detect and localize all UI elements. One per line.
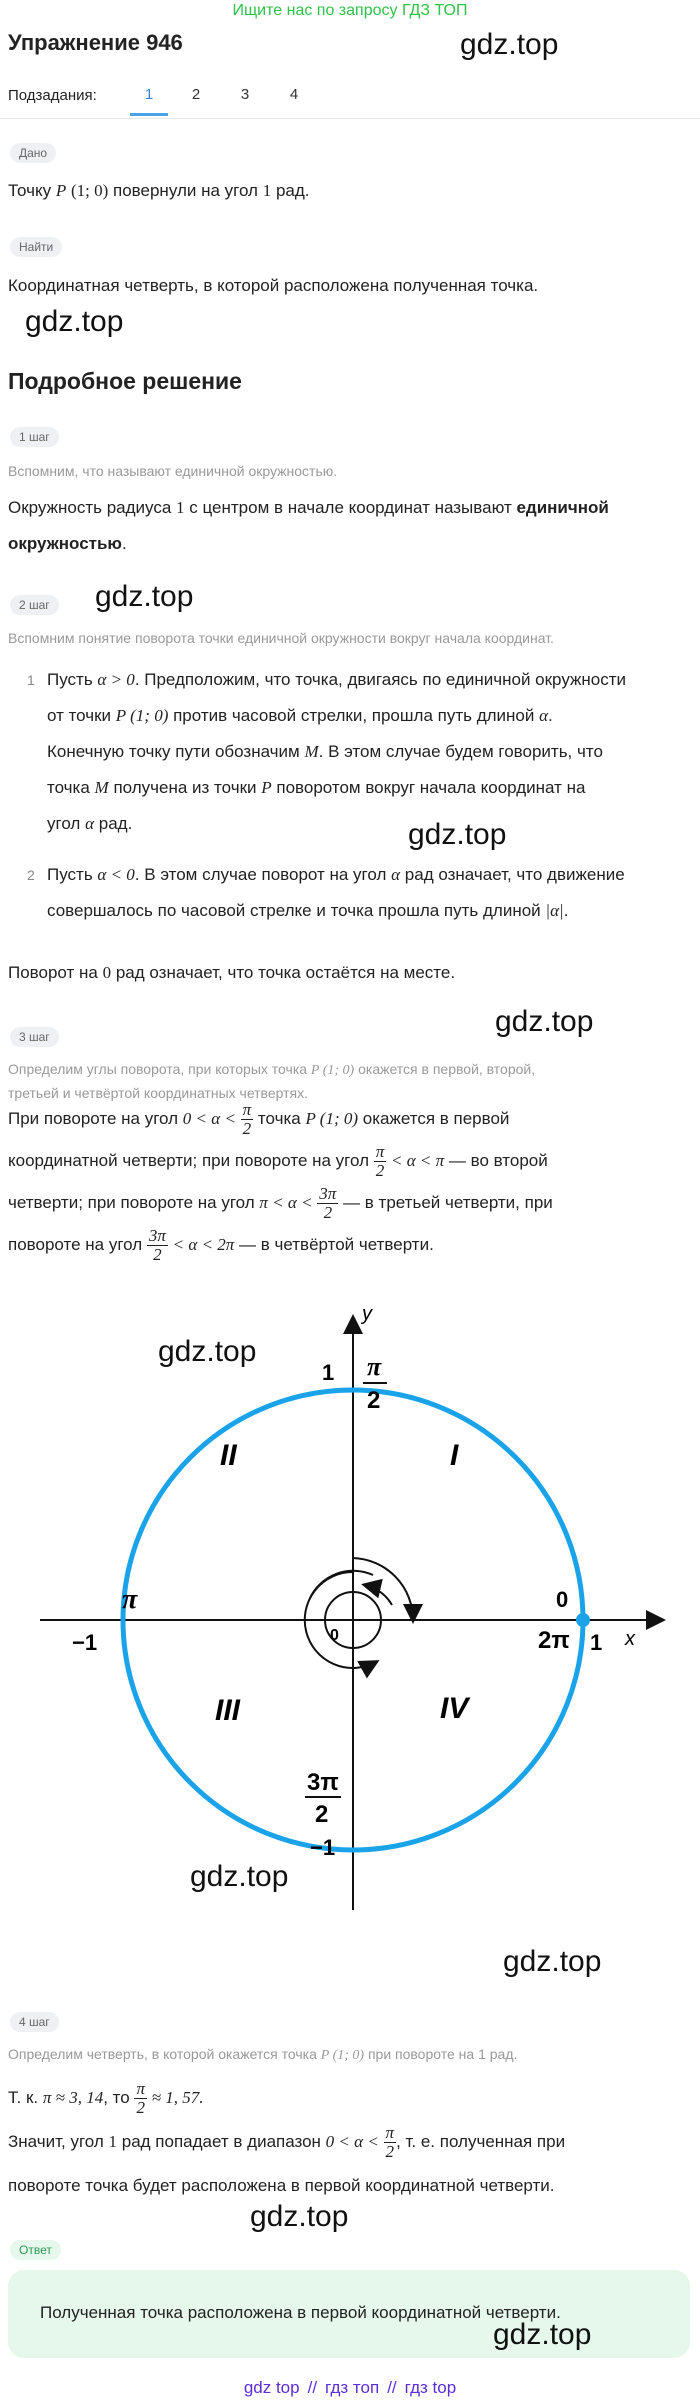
solution-title: Подробное решение	[8, 368, 242, 394]
y-axis-label: y	[362, 1303, 372, 1325]
quadrant-4-label: IV	[440, 1692, 469, 1725]
watermark: gdz.top	[158, 1335, 257, 1368]
watermark: gdz.top	[495, 1005, 594, 1038]
find-text: Координатная четверть, в которой расположена полученная точка.	[8, 276, 539, 295]
y-bottom-label: −1	[310, 1835, 336, 1860]
answer-badge: Ответ	[10, 2240, 61, 2260]
footer-link-gdz-top[interactable]: gdz top	[243, 2378, 300, 2397]
footer-link-gdz-top-ru[interactable]: гдз топ	[325, 2378, 380, 2397]
x-left-label: −1	[72, 1630, 98, 1655]
y-top-label: 1	[322, 1360, 335, 1385]
step1-text: Окружность радиуса 1 с центром в начале координат называют единичной окружностью.	[8, 498, 609, 553]
watermark: gdz.top	[503, 1945, 602, 1978]
step4-text: Т. к. π ≈ 3, 14, то $\frac{\pi}{2}$ ≈ 1, 57. Значит, угол 1 рад попадает в диапазон 0 < α < $\frac{\pi}{2}$ , т. е. полученная при повороте точка будет расположена в первой координатной четверти.	[8, 2079, 566, 2195]
point-p	[576, 1613, 590, 1627]
answer-text: Полученная точка расположена в первой координатной четверти.	[40, 2303, 561, 2322]
divider	[0, 118, 700, 119]
pi-label: π	[122, 1584, 138, 1615]
footer-separator: //	[387, 2378, 397, 2397]
pi-half-top: π	[367, 1352, 382, 1381]
footer-separator: //	[307, 2378, 318, 2397]
x-axis-label: x	[625, 1628, 635, 1650]
step1-badge: 1 шаг	[10, 427, 59, 447]
footer-link-gdz-top-mixed[interactable]: гдз top	[404, 2378, 457, 2397]
watermark: gdz.top	[190, 1860, 289, 1893]
step3-badge: 3 шаг	[10, 1027, 59, 1047]
list-number: 2	[27, 867, 35, 883]
two-pi-label: 2π	[538, 1627, 570, 1654]
step2-badge: 2 шаг	[10, 595, 59, 615]
quadrant-1-label: I	[450, 1439, 459, 1472]
x-right-label: 1	[590, 1630, 603, 1655]
three-pi-half-bot: 2	[315, 1801, 329, 1828]
find-badge: Найти	[10, 237, 62, 257]
step4-badge: 4 шаг	[10, 2012, 59, 2032]
step2-item2: Пусть α < 0. В этом случае поворот на угол α рад означает, что движение совершалось по часовой стрелке и точка прошла путь длиной |α|.	[47, 865, 625, 920]
step3-hint: Определим углы поворота, при которых точка P (1; 0) окажется в первой, второй, третьей и четвёртой координатных четвертях.	[8, 1061, 536, 1101]
step3-text: При повороте на угол 0 < α < $\frac{\pi}{2}$ точка P (1; 0) окажется в первой координатной четверти; при повороте на угол $\frac{\pi}{2}$ < α < π — во второй четверти; при повороте на угол π < α < $\frac{3\pi}{2}$ — в третьей четверти, при повороте на угол $\frac{3\pi}{2}$ < α < 2π — в четвёртой четверти.	[8, 1100, 553, 1265]
zero-rotation-text: Поворот на 0 рад означает, что точка остаётся на месте.	[8, 963, 456, 982]
active-tab-indicator	[130, 113, 168, 116]
tab-subtask-4[interactable]: 4	[289, 86, 299, 103]
quadrant-3-label: III	[215, 1694, 241, 1727]
list-number: 1	[27, 672, 35, 688]
rotation-arrow-small	[365, 1585, 392, 1605]
unit-circle-diagram	[0, 1300, 700, 1940]
origin-label: 0	[330, 1627, 339, 1644]
rotation-arrow-cw	[353, 1558, 413, 1620]
given-badge: Дано	[10, 143, 56, 163]
watermark: gdz.top	[408, 818, 507, 851]
watermark: gdz.top	[493, 2318, 592, 2351]
quadrant-2-label: II	[220, 1439, 237, 1472]
watermark: gdz.top	[460, 28, 559, 61]
step4-hint: Определим четверть, в которой окажется точка P (1; 0) при повороте на 1 рад.	[8, 2046, 518, 2063]
three-pi-half-top: 3π	[307, 1769, 339, 1796]
watermark: gdz.top	[250, 2200, 349, 2233]
zero-label: 0	[556, 1587, 569, 1612]
step1-hint: Вспомним, что называют единичной окружностью.	[8, 463, 338, 479]
tab-subtask-1[interactable]: 1	[144, 86, 154, 103]
tab-subtask-2[interactable]: 2	[191, 86, 201, 103]
step2-item1: Пусть α > 0. Предположим, что точка, двигаясь по единичной окружности от точки P (1; 0) против часовой стрелки, прошла путь длиной α. Конечную точку пути обозначим M. В этом случае будем говорить, что точка M получена из точки P поворотом вокруг начала координат на угол α рад.	[47, 670, 627, 833]
pi-half-bot: 2	[367, 1387, 381, 1414]
footer-links	[0, 2378, 700, 2398]
given-text: Точку P (1; 0) повернули на угол 1 рад.	[8, 181, 310, 200]
top-banner[interactable]: Ищите нас по запросу ГДЗ ТОП	[232, 2, 468, 19]
step2-hint: Вспомним понятие поворота точки единичной окружности вокруг начала координат.	[8, 630, 554, 646]
watermark: gdz.top	[25, 305, 124, 338]
watermark: gdz.top	[95, 580, 194, 613]
page-title: Упражнение 946	[8, 30, 183, 55]
tab-subtask-3[interactable]: 3	[240, 86, 250, 103]
subtasks-label: Подзадания:	[8, 87, 97, 104]
